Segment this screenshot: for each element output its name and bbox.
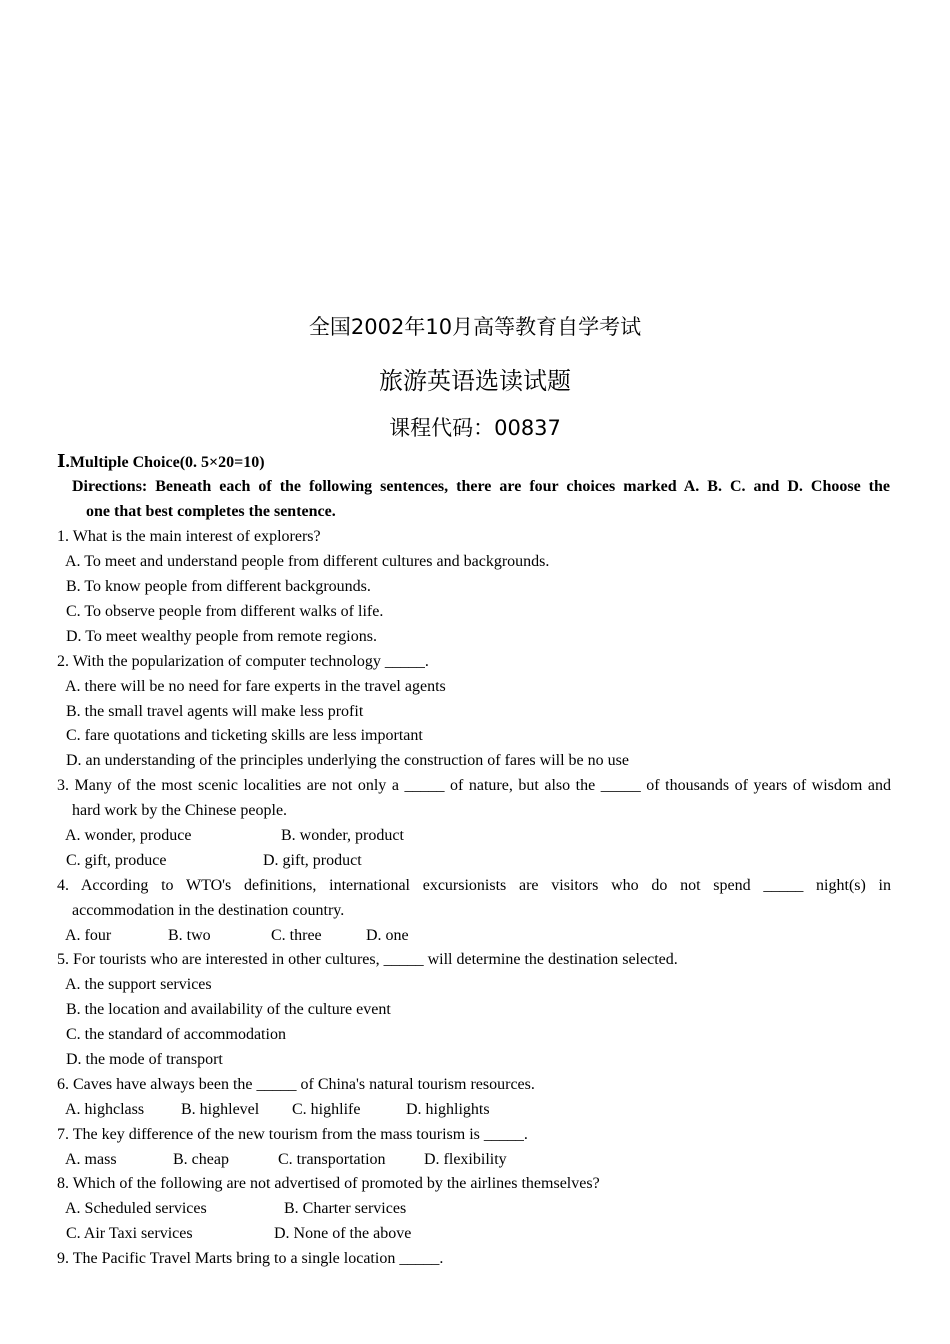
question-4-stem-line-2: accommodation in the destination country. (72, 902, 345, 919)
q8-option-c: C. Air Taxi services (66, 1225, 193, 1242)
q3-option-d: D. gift, product (263, 852, 362, 869)
course-code: 课程代码：00837 (389, 416, 561, 440)
section-heading (57, 449, 265, 475)
q6-option-c: C. highlife (292, 1101, 361, 1118)
q6-option-b: B. highlevel (181, 1101, 260, 1118)
q6-option-a: A. highclass (65, 1101, 145, 1118)
question-7-stem: 7. The key difference of the new tourism from the mass tourism is _____. (57, 1126, 528, 1143)
directions-line-1: Directions: Beneath each of the following sentences, there are four choices marked A. B. C. and D. Choose the (72, 478, 890, 495)
question-8-stem: 8. Which of the following are not advertised of promoted by the airlines themselves? (57, 1175, 600, 1192)
q7-option-c: C. transportation (278, 1151, 386, 1168)
q8-option-b: B. Charter services (284, 1200, 407, 1217)
q1-option-d: D. To meet wealthy people from remote regions. (66, 628, 377, 645)
q1-option-c: C. To observe people from different walks of life. (66, 603, 384, 620)
q4-option-b: B. two (168, 927, 211, 944)
exam-title: 全国2002年10月高等教育自学考试 (308, 315, 642, 339)
q4-option-d: D. one (366, 927, 409, 944)
q7-option-d: D. flexibility (424, 1151, 507, 1168)
question-5-stem: 5. For tourists who are interested in other cultures, _____ will determine the destination selected. (57, 951, 678, 968)
directions-line-2: one that best completes the sentence. (86, 503, 336, 520)
q2-option-b: B. the small travel agents will make less profit (66, 703, 364, 720)
q8-option-d: D. None of the above (274, 1225, 412, 1242)
q7-option-b: B. cheap (173, 1151, 229, 1168)
question-2-stem: 2. With the popularization of computer technology _____. (57, 653, 429, 670)
q4-option-a: A. four (65, 927, 112, 944)
q5-option-c: C. the standard of accommodation (66, 1026, 286, 1043)
q6-option-d: D. highlights (406, 1101, 490, 1118)
q1-option-a: A. To meet and understand people from different cultures and backgrounds. (65, 553, 550, 570)
section-title: Multiple Choice(0. 5×20=10) (69, 454, 265, 471)
q3-option-b: B. wonder, product (281, 827, 404, 844)
question-9-stem: 9. The Pacific Travel Marts bring to a single location _____. (57, 1250, 444, 1267)
q2-option-c: C. fare quotations and ticketing skills are less important (66, 727, 423, 744)
q3-option-a: A. wonder, produce (65, 827, 192, 844)
q5-option-d: D. the mode of transport (66, 1051, 223, 1068)
subject-title: 旅游英语选读试题 (379, 367, 571, 395)
question-3-stem-line-2: hard work by the Chinese people. (72, 802, 288, 819)
question-6-stem: 6. Caves have always been the _____ of China's natural tourism resources. (57, 1076, 535, 1093)
q2-option-d: D. an understanding of the principles underlying the construction of fares will be no use (66, 752, 629, 769)
q5-option-b: B. the location and availability of the culture event (66, 1001, 391, 1018)
q8-option-a: A. Scheduled services (65, 1200, 207, 1217)
section-number: Ⅰ. (57, 451, 70, 471)
q1-option-b: B. To know people from different backgrounds. (66, 578, 371, 595)
question-1-stem: 1. What is the main interest of explorers? (57, 528, 321, 545)
q7-option-a: A. mass (65, 1151, 117, 1168)
question-3-stem-line-1: 3. Many of the most scenic localities are not only a _____ of nature, but also the _____ of thousands of years of wisdom and (57, 777, 891, 794)
question-4-stem-line-1: 4. According to WTO's definitions, international excursionists are visitors who do not spend _____ night(s) in (57, 877, 891, 894)
q5-option-a: A. the support services (65, 976, 212, 993)
q2-option-a: A. there will be no need for fare experts in the travel agents (65, 678, 446, 695)
q3-option-c: C. gift, produce (66, 852, 167, 869)
q4-option-c: C. three (271, 927, 322, 944)
